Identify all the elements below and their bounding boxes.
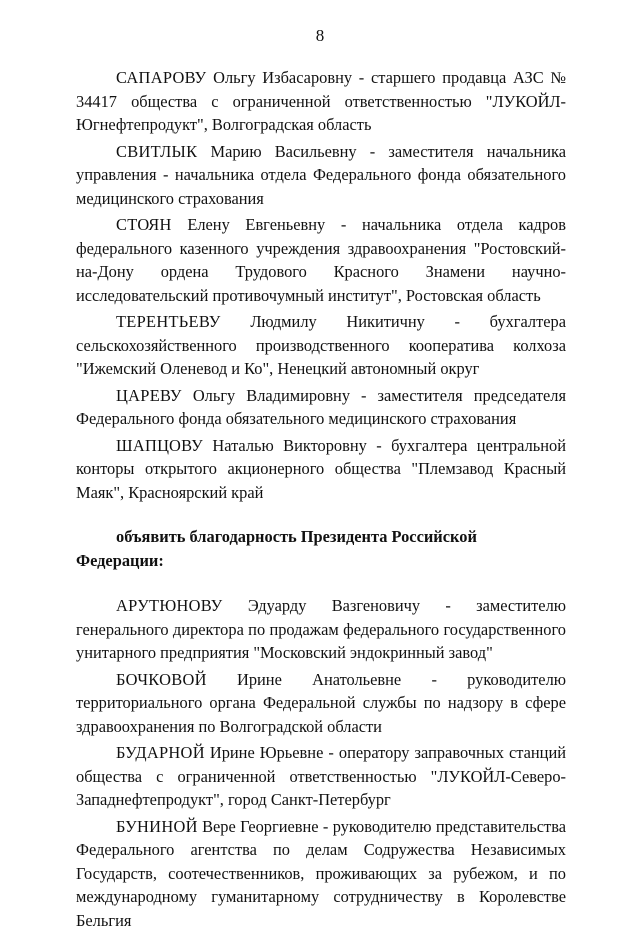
award-entry xyxy=(76,741,566,812)
person-details: Ольгу Владимировну - заместителя председателя Федерального фонда обязательного медицинского страхования xyxy=(76,385,566,428)
person-details: Ирине Анатольевне - руководителю территориального органа Федеральной службы по надзору в сфере здравоохранения по Волгоградской области xyxy=(76,669,566,736)
award-entry xyxy=(76,310,566,381)
award-entry xyxy=(76,213,566,307)
person-details: Людмилу Никитичну - бухгалтера сельскохозяйственного производственного кооператива колхоза "Ижемский Оленевод и Ко", Ненецкий автономный округ xyxy=(76,312,566,378)
award-entry xyxy=(76,434,566,505)
person-surname: АРУТЮНОВУ xyxy=(116,596,223,615)
person-details: Елену Евгеньевну - начальника отдела кадров федерального казенного учреждения здравоохранения "Ростовский-на-Дону ордена Трудового Красного Знамени научно-исследовательский противочумный институт", Ростовская область xyxy=(76,215,566,305)
award-entry xyxy=(76,384,566,431)
person-details: Ольгу Избасаровну - старшего продавца АЗС № 34417 общества с ограниченной ответственностью "ЛУКОЙЛ-Югнефтепродукт", Волгоградская область xyxy=(76,68,566,134)
award-entry xyxy=(76,140,566,211)
person-details: Ирине Юрьевне - оператору заправочных станций общества с ограниченной ответственностью "ЛУКОЙЛ-Северо-Западнефтепродукт", город Санкт-Петербург xyxy=(76,743,566,809)
award-entry xyxy=(76,594,566,665)
page-number: 8 xyxy=(315,26,325,45)
person-surname: ШАПЦОВУ xyxy=(116,435,203,455)
person-details: Эдуарду Вазгеновичу - заместителю генерального директора по продажам федерального государственного унитарного предприятия "Московский эндокринный завод" xyxy=(76,596,566,662)
award-entry xyxy=(76,815,566,933)
person-surname: СВИТЛЫК xyxy=(116,141,198,161)
person-surname: БОЧКОВОЙ xyxy=(116,669,207,689)
award-entry xyxy=(76,668,566,739)
award-entry xyxy=(76,66,566,137)
person-details: Марию Васильевну - заместителя начальника управления - начальника отдела Федерального фонда обязательного медицинского страхования xyxy=(76,141,566,208)
section-heading: объявить благодарность Президента Российской Федерации: xyxy=(76,527,477,570)
person-surname: ЦАРЕВУ xyxy=(116,385,182,405)
person-details: Вере Георгиевне - руководителю представительства Федерального агентства по делам Содружества Независимых Государств, соотечественников, проживающих за рубежом, и по международному гуманитарному сотрудничеству в Королевстве Бельгия xyxy=(76,816,566,930)
person-details: Наталью Викторовну - бухгалтера центральной конторы открытого акционерного общества "Племзавод Красный Маяк", Красноярский край xyxy=(76,435,566,502)
person-surname: БУНИНОЙ xyxy=(116,816,198,836)
document-body xyxy=(76,66,566,935)
person-surname: СТОЯН xyxy=(116,215,172,234)
person-surname: ТЕРЕНТЬЕВУ xyxy=(116,312,221,331)
person-surname: САПАРОВУ xyxy=(116,68,207,87)
person-surname: БУДАРНОЙ xyxy=(116,743,205,762)
